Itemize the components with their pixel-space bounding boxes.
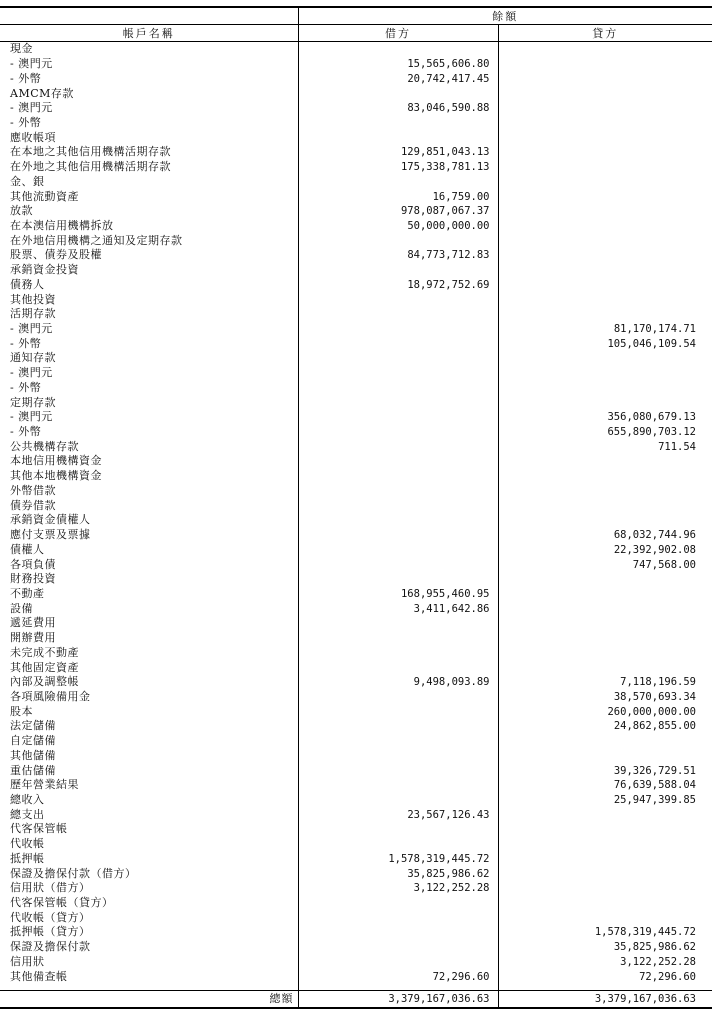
credit-cell [498,71,712,86]
debit-cell [298,86,498,101]
table-row [0,130,712,145]
debit-cell [298,439,498,454]
table-row [0,336,712,351]
account-name-cell: 抵押帳（貸方） [0,925,298,940]
debit-cell [298,557,498,572]
table-row [0,807,712,822]
account-name-cell: 抵押帳 [0,852,298,867]
table-row [0,601,712,616]
balance-header: 餘額 [298,7,712,25]
credit-cell [498,749,712,764]
table-row [0,572,712,587]
table-row [0,439,712,454]
credit-cell: 655,890,703.12 [607,426,696,439]
account-name-cell: 公共機構存款 [0,439,298,454]
credit-cell [498,307,712,322]
account-name-cell: - 澳門元 [0,57,298,72]
account-name-cell: - 外幣 [0,381,298,396]
table-row [0,307,712,322]
account-name-cell: 總支出 [0,807,298,822]
debit-cell [298,307,498,322]
credit-header: 貸方 [498,25,712,42]
account-name-cell: 法定儲備 [0,719,298,734]
debit-cell [298,896,498,911]
debit-cell [298,351,498,366]
account-name-cell: - 澳門元 [0,366,298,381]
account-name-cell: 重估儲備 [0,763,298,778]
credit-cell [498,381,712,396]
debit-cell: 84,773,712.83 [298,248,498,263]
table-row [0,675,712,690]
total-credit: 3,379,167,036.63 [498,991,712,1009]
account-name-cell: 代客保管帳 [0,822,298,837]
debit-cell: 50,000,000.00 [298,219,498,234]
account-name-cell: 應收帳項 [0,130,298,145]
account-name-cell: 代收帳（貸方） [0,910,298,925]
table-row [0,660,712,675]
table-row [0,498,712,513]
account-name-cell: - 澳門元 [0,101,298,116]
account-name-cell: 定期存款 [0,395,298,410]
account-name-cell: 開辦費用 [0,631,298,646]
debit-cell: 9,498,093.89 [298,675,498,690]
account-name-cell: 設備 [0,601,298,616]
credit-cell: 68,032,744.96 [613,529,696,542]
table-row [0,778,712,793]
table-row [0,381,712,396]
account-name-cell: 股票、債券及股權 [0,248,298,263]
trial-balance-sheet [0,6,712,1009]
debit-cell [298,498,498,513]
table-row [0,57,712,72]
table-row [0,395,712,410]
debit-cell [298,837,498,852]
account-name-cell: - 外幣 [0,71,298,86]
account-name-cell: AMCM存款 [0,86,298,101]
table-row [0,101,712,116]
table-row [0,233,712,248]
table-row [0,42,712,57]
debit-cell [298,719,498,734]
account-name-cell: 其他備查帳 [0,969,298,984]
debit-header: 借方 [298,25,498,42]
debit-cell: 175,338,781.13 [298,160,498,175]
account-name-cell: 債券借款 [0,498,298,513]
credit-cell [498,896,712,911]
debit-cell [298,734,498,749]
table-row [0,852,712,867]
credit-cell: 39,326,729.51 [613,764,696,777]
credit-cell [498,248,712,263]
debit-cell [298,631,498,646]
debit-cell: 20,742,417.45 [298,71,498,86]
credit-cell [498,866,712,881]
account-name-cell: 應付支票及票據 [0,528,298,543]
credit-cell [498,881,712,896]
table-row [0,410,712,425]
account-name-cell: 本地信用機構資金 [0,454,298,469]
debit-cell [298,130,498,145]
table-row [0,704,712,719]
table-row [0,881,712,896]
credit-cell [498,837,712,852]
credit-cell [498,631,712,646]
debit-cell: 83,046,590.88 [298,101,498,116]
account-name-cell: 債務人 [0,278,298,293]
debit-cell: 35,825,986.62 [298,866,498,881]
debit-cell [298,955,498,970]
debit-cell: 978,087,067.37 [298,204,498,219]
table-row [0,189,712,204]
credit-cell: 747,568.00 [632,558,696,571]
table-row [0,631,712,646]
credit-cell [498,174,712,189]
account-name-cell: - 外幣 [0,336,298,351]
account-name-cell: 承銷資金債權人 [0,513,298,528]
debit-cell [298,616,498,631]
account-name-cell: 各項風險備用金 [0,690,298,705]
credit-cell [498,616,712,631]
debit-cell [298,778,498,793]
account-name-header: 帳戶名稱 [0,25,298,42]
debit-cell: 16,759.00 [298,189,498,204]
table-row [0,645,712,660]
credit-cell [498,645,712,660]
table-row [0,866,712,881]
table-row [0,513,712,528]
total-row [0,991,712,1009]
debit-cell [298,425,498,440]
table-row [0,204,712,219]
credit-cell: 35,825,986.62 [613,941,696,954]
table-row [0,71,712,86]
account-name-cell: 信用狀 [0,955,298,970]
credit-cell [498,484,712,499]
credit-cell [498,219,712,234]
credit-cell: 72,296.60 [639,970,696,983]
debit-cell [298,822,498,837]
debit-cell: 3,411,642.86 [298,601,498,616]
account-name-cell: 信用狀（借方） [0,881,298,896]
credit-cell [498,145,712,160]
table-row [0,734,712,749]
credit-cell [498,189,712,204]
credit-cell: 38,570,693.34 [613,690,696,703]
table-row [0,278,712,293]
account-name-cell: 保證及擔保付款 [0,940,298,955]
account-name-cell: 股本 [0,704,298,719]
credit-cell [498,395,712,410]
table-row [0,528,712,543]
credit-cell [498,233,712,248]
credit-cell [498,263,712,278]
debit-cell [298,395,498,410]
credit-cell: 7,118,196.59 [620,676,696,689]
table-row [0,557,712,572]
debit-cell: 129,851,043.13 [298,145,498,160]
debit-cell: 168,955,460.95 [298,587,498,602]
header-row-balance [0,7,712,25]
account-name-cell: 債權人 [0,542,298,557]
table-row [0,366,712,381]
credit-cell [498,42,712,57]
account-name-cell: 通知存款 [0,351,298,366]
account-name-cell: 總收入 [0,793,298,808]
table-row [0,248,712,263]
table-row [0,542,712,557]
table-row [0,955,712,970]
debit-cell [298,336,498,351]
account-name-cell: 外幣借款 [0,484,298,499]
credit-cell [498,498,712,513]
debit-cell [298,749,498,764]
table-row [0,86,712,101]
account-name-cell: 保證及擔保付款（借方） [0,866,298,881]
header-blank-cell [0,7,298,25]
debit-cell [298,381,498,396]
credit-cell: 711.54 [658,440,696,453]
account-name-cell: 金、銀 [0,174,298,189]
credit-cell [498,454,712,469]
credit-cell [498,807,712,822]
table-row [0,160,712,175]
table-row [0,484,712,499]
credit-cell: 24,862,855.00 [613,720,696,733]
debit-cell [298,528,498,543]
account-name-cell: 在外地之其他信用機構活期存款 [0,160,298,175]
table-row [0,292,712,307]
credit-cell [498,587,712,602]
debit-cell [298,542,498,557]
account-name-cell: 在外地信用機構之通知及定期存款 [0,233,298,248]
credit-cell [498,366,712,381]
table-row [0,719,712,734]
credit-cell: 105,046,109.54 [607,337,696,350]
account-name-cell: - 澳門元 [0,410,298,425]
debit-cell [298,454,498,469]
debit-cell: 18,972,752.69 [298,278,498,293]
credit-cell [498,513,712,528]
debit-cell [298,910,498,925]
table-row [0,322,712,337]
debit-cell: 3,122,252.28 [298,881,498,896]
debit-cell [298,116,498,131]
table-row [0,822,712,837]
total-debit: 3,379,167,036.63 [298,991,498,1009]
debit-cell [298,410,498,425]
debit-cell [298,513,498,528]
table-row [0,263,712,278]
table-row [0,940,712,955]
account-name-cell: 未完成不動產 [0,645,298,660]
account-name-cell: 不動產 [0,587,298,602]
account-name-cell: 在本地之其他信用機構活期存款 [0,145,298,160]
table-row [0,616,712,631]
table-row [0,837,712,852]
credit-cell [498,351,712,366]
debit-cell [298,366,498,381]
credit-cell [498,601,712,616]
debit-cell [298,292,498,307]
debit-cell [298,645,498,660]
account-name-cell: 財務投資 [0,572,298,587]
table-row [0,351,712,366]
table-row [0,116,712,131]
table-row [0,749,712,764]
credit-cell [498,572,712,587]
credit-cell [498,852,712,867]
debit-cell [298,263,498,278]
table-row [0,145,712,160]
credit-cell [498,660,712,675]
credit-cell [498,734,712,749]
credit-cell: 3,122,252.28 [620,955,696,968]
table-row [0,454,712,469]
table-row [0,969,712,984]
credit-cell: 25,947,399.85 [613,794,696,807]
debit-cell: 23,567,126.43 [298,807,498,822]
debit-cell [298,484,498,499]
debit-cell [298,704,498,719]
account-name-cell: - 澳門元 [0,322,298,337]
total-label: 總額 [0,991,298,1009]
account-name-cell: 在本澳信用機構拆放 [0,219,298,234]
debit-cell [298,174,498,189]
credit-cell [498,130,712,145]
credit-cell [498,278,712,293]
debit-cell [298,763,498,778]
debit-cell [298,660,498,675]
account-name-cell: - 外幣 [0,425,298,440]
table-row [0,425,712,440]
credit-cell [498,910,712,925]
account-name-cell: 各項負債 [0,557,298,572]
account-name-cell: 自定儲備 [0,734,298,749]
trial-balance-table [0,6,712,1009]
credit-cell [498,57,712,72]
credit-cell: 260,000,000.00 [607,705,696,718]
table-row [0,587,712,602]
credit-cell [498,116,712,131]
debit-cell [298,690,498,705]
account-name-cell: 承銷資金投資 [0,263,298,278]
debit-cell: 1,578,319,445.72 [298,852,498,867]
account-name-cell: 代客保管帳（貸方） [0,896,298,911]
account-name-cell: 代收帳 [0,837,298,852]
account-name-cell: 遞延費用 [0,616,298,631]
table-row [0,219,712,234]
credit-cell [498,204,712,219]
table-row [0,469,712,484]
account-name-cell: 其他固定資產 [0,660,298,675]
debit-cell: 15,565,606.80 [298,57,498,72]
account-name-cell: 放款 [0,204,298,219]
credit-cell [498,469,712,484]
credit-cell: 1,578,319,445.72 [594,926,696,939]
credit-cell [498,160,712,175]
account-name-cell: 現金 [0,42,298,57]
account-name-cell: 歷年營業結果 [0,778,298,793]
table-row [0,690,712,705]
debit-cell [298,793,498,808]
credit-cell [498,292,712,307]
debit-cell [298,469,498,484]
debit-cell [298,233,498,248]
debit-cell [298,940,498,955]
account-name-cell: 內部及調整帳 [0,675,298,690]
account-name-cell: 其他流動資產 [0,189,298,204]
table-row [0,896,712,911]
table-row [0,925,712,940]
account-name-cell: - 外幣 [0,116,298,131]
debit-cell [298,42,498,57]
credit-cell [498,86,712,101]
credit-cell: 81,170,174.71 [613,323,696,336]
account-name-cell: 其他本地機構資金 [0,469,298,484]
debit-cell: 72,296.60 [298,969,498,984]
account-name-cell: 其他儲備 [0,749,298,764]
debit-cell [298,322,498,337]
credit-cell: 22,392,902.08 [613,543,696,556]
credit-cell [498,101,712,116]
table-row [0,763,712,778]
account-name-cell: 其他投資 [0,292,298,307]
account-name-cell: 活期存款 [0,307,298,322]
credit-cell: 356,080,679.13 [607,411,696,424]
account-rows [0,42,712,985]
debit-cell [298,572,498,587]
credit-cell: 76,639,588.04 [613,779,696,792]
table-row [0,910,712,925]
header-row-columns [0,25,712,42]
table-row [0,174,712,189]
credit-cell [498,822,712,837]
debit-cell [298,925,498,940]
table-row [0,793,712,808]
